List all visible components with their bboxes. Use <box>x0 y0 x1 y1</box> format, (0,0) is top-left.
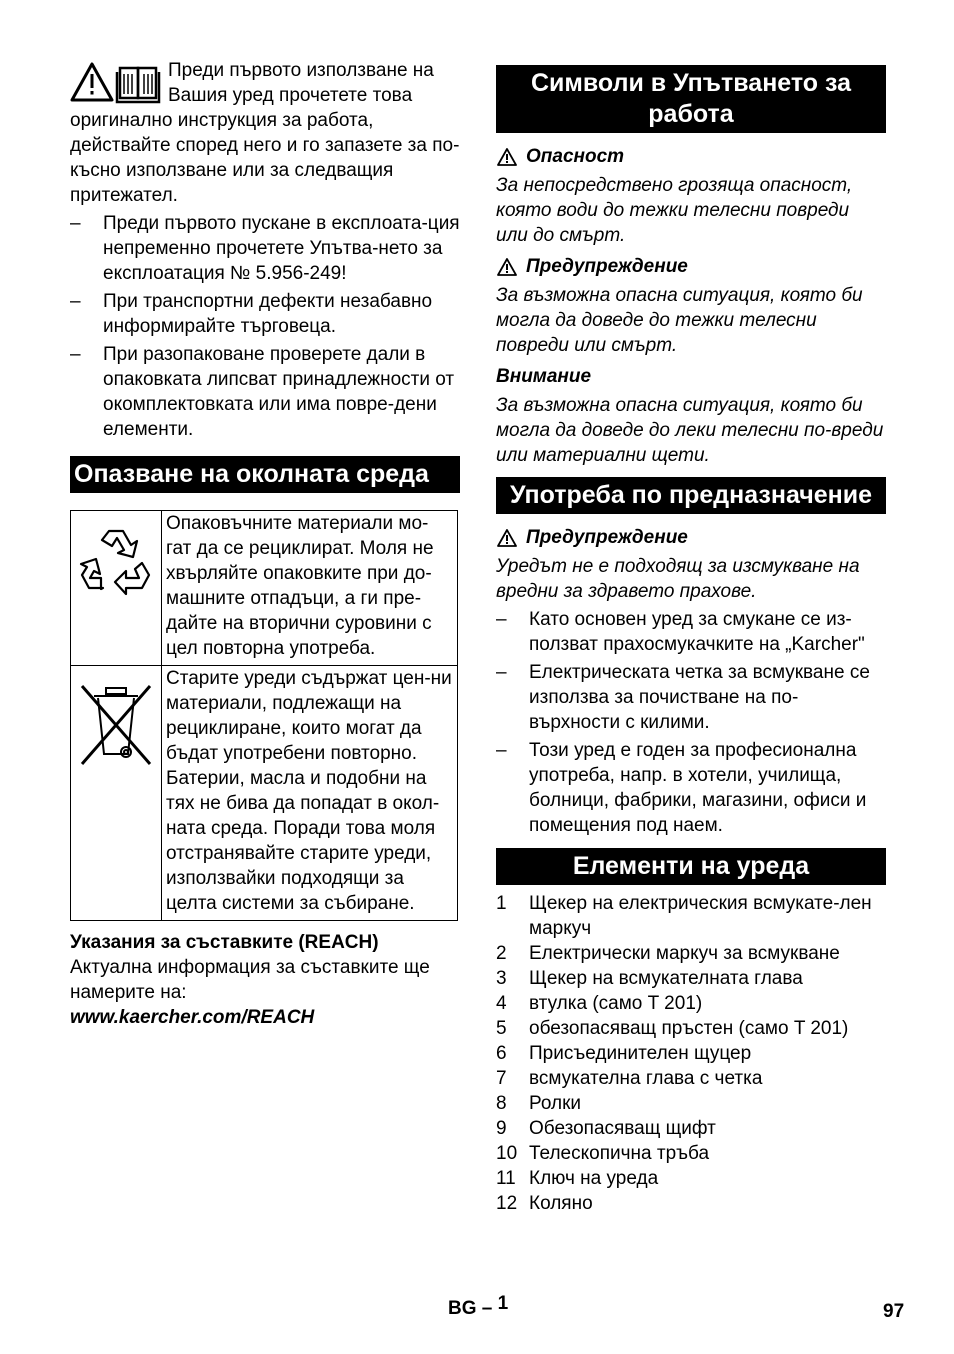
usage-warning <box>496 525 886 604</box>
usage-bullets <box>496 607 886 838</box>
manual-book-icon <box>117 68 159 102</box>
elements-list <box>496 891 886 1216</box>
warning-icon <box>496 147 518 167</box>
right-column <box>496 65 886 1216</box>
environment-table <box>70 510 458 921</box>
symbol-danger <box>496 144 886 248</box>
left-column <box>70 58 460 1030</box>
usage-heading: Употреба по предназначение <box>496 477 886 514</box>
crossed-bin-icon <box>76 680 156 770</box>
symbol-warning <box>496 254 886 358</box>
list-item: 7 всмукателна глава с четка <box>496 1068 763 1089</box>
symbol-title: Внимание <box>496 366 592 387</box>
symbol-text: За възможна опасна ситуация, която би могла да доведе до леки телесни по-вреди или материални щети. <box>496 395 884 466</box>
symbol-text: За непосредствено грозяща опасност, която води до тежки телесни повреди или до смърт. <box>496 175 853 246</box>
intro-text: Преди първото използване на Вашия уред прочетете това оригинално инструкция за работа, действайте според него и го запазете за по-късно използване или за следващия притежател. <box>70 60 460 206</box>
table-cell-icon <box>71 666 162 921</box>
list-item: – При транспортни дефекти незабавно информирайте търговеца. <box>70 291 433 337</box>
symbol-title: Опасност <box>526 146 625 167</box>
symbols-heading: Символи в Упътването за работа <box>496 65 886 133</box>
table-row <box>71 511 458 666</box>
table-cell-text: Опаковъчните материали мо-гат да се рециклират. Моля не хвърляйте опаковките при до-машните отпадъци, а ги пре-дайте на вторични суровини с цел повторна употреба. <box>162 511 458 666</box>
list-item: 5 обезопасяващ пръстен (само T 201) <box>496 1018 849 1039</box>
list-item: 6 Присъединителен щуцер <box>496 1043 752 1064</box>
table-row <box>71 666 458 921</box>
list-item: – Като основен уред за смукане се из-ползват прахосмукачките на „Karcher" <box>496 609 865 655</box>
list-item: 12 Коляно <box>496 1193 593 1214</box>
list-item: 1 Щекер на електрическия всмукате-лен маркуч <box>496 893 872 939</box>
warning-icon <box>72 64 112 100</box>
list-item: 2 Електрически маркуч за всмукване <box>496 943 840 964</box>
warning-icon <box>496 528 518 548</box>
list-item: – Преди първото пускане в експлоата-ция непременно прочетете Упътва-нето за експлоатация № 5.956-249! <box>70 213 460 284</box>
reach-link[interactable]: www.kaercher.com/REACH <box>70 1007 315 1028</box>
warning-icon <box>496 257 518 277</box>
symbol-caution <box>496 364 886 468</box>
list-item: 9 Обезопасяващ щифт <box>496 1118 716 1139</box>
symbol-title: Предупреждение <box>526 256 688 277</box>
table-cell-text: Старите уреди съдържат цен-ни материали, подлежащи на рециклиране, които могат да бъдат употребени повторно. Батерии, масла и подобни на тях не бива да попадат в окол-ната среда. Поради това моля отстранявайте старите уреди, използвайки подходящи за целта системи за събиране. <box>162 666 458 921</box>
intro-bullets <box>70 211 460 442</box>
reach-text: Актуална информация за съставките ще намерите на: <box>70 957 430 1003</box>
reach-title: Указания за съставките (REACH) <box>70 932 379 953</box>
table-cell-icon <box>71 511 162 666</box>
page-number: 97 <box>883 1301 905 1322</box>
list-item: 10 Телескопична тръба <box>496 1143 710 1164</box>
usage-warning-title: Предупреждение <box>526 527 688 548</box>
list-item: 8 Ролки <box>496 1093 581 1114</box>
symbol-text: За възможна опасна ситуация, която би могла да доведе до тежки телесни повреди или смърт. <box>496 285 863 356</box>
list-item: – При разопаковане проверете дали в опаковката липсват принадлежности от окомплектовката или има повре-дени елементи. <box>70 344 455 440</box>
list-item: 4 втулка (само T 201) <box>496 993 703 1014</box>
footer-section-label: BG – 1 <box>448 1293 509 1319</box>
intro-icons <box>70 60 162 106</box>
elements-heading: Елементи на уреда <box>496 848 886 885</box>
intro-section <box>70 58 460 208</box>
list-item: – Електрическата четка за всмукване се използва за почистване на по-върхности с килими. <box>496 662 870 733</box>
recycling-icon <box>76 521 156 601</box>
list-item: 3 Щекер на всмукателната глава <box>496 968 803 989</box>
usage-warning-text: Уредът не е подходящ за изсмукване на вредни за здравето прахове. <box>496 556 860 602</box>
list-item: 11 Ключ на уреда <box>496 1168 659 1189</box>
environment-heading: Опазване на околната среда <box>70 456 460 493</box>
list-item: – Този уред е годен за професионална употреба, напр. в хотели, училища, болници, фабрики, магазини, офиси и помещения под наем. <box>496 740 867 836</box>
